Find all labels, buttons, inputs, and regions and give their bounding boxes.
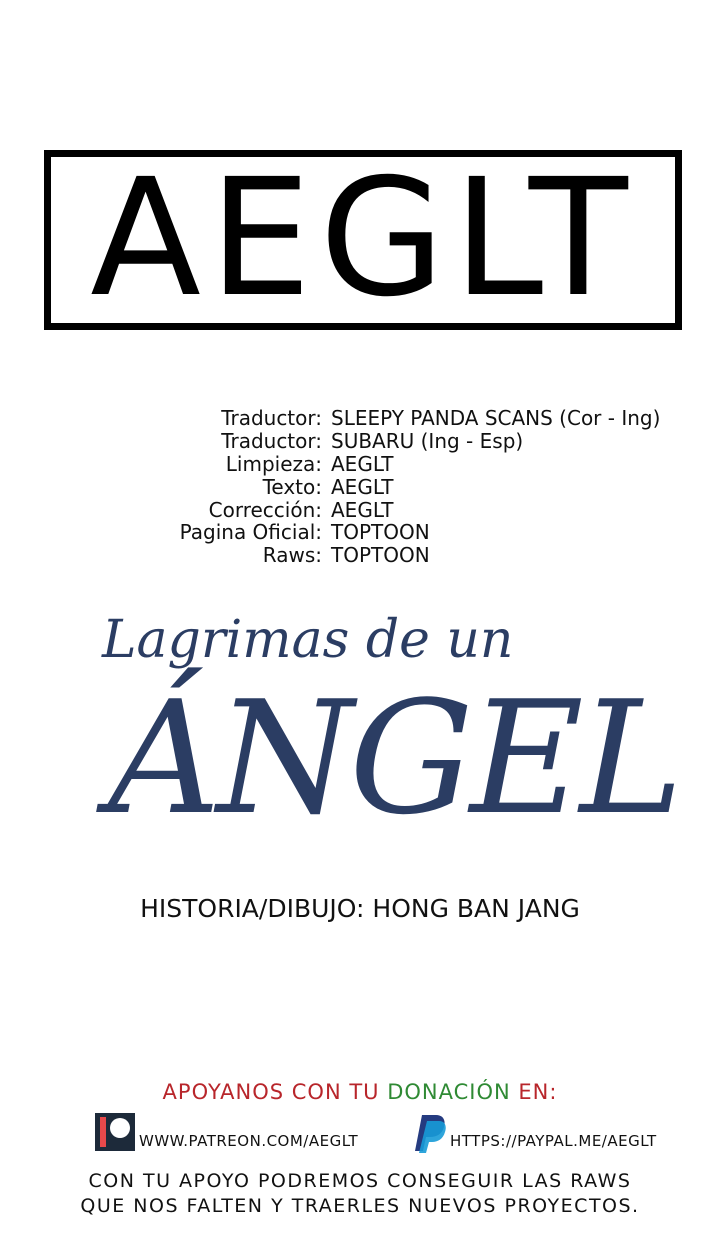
credit-row [0,452,720,476]
credit-label: Traductor: [221,429,322,453]
credit-row [0,498,720,522]
logo-text: AEGLT [90,145,636,333]
logo-box [44,145,682,333]
credit-value: AEGLT [331,498,394,522]
credit-value: AEGLT [331,452,394,476]
title-main: ÁNGEL [108,667,680,849]
credit-row [0,429,720,453]
credit-label: Texto: [262,475,322,499]
credit-label: Limpieza: [225,452,322,476]
paypal-link[interactable]: HTTPS://PAYPAL.ME/AEGLT [450,1132,657,1150]
title-subtitle: Lagrimas de un [102,610,514,670]
author-credit: HISTORIA/DIBUJO: HONG BAN JANG [140,894,580,923]
credit-row [0,475,720,499]
patreon-icon [95,1113,135,1151]
credit-label: Raws: [262,543,322,567]
paypal-icon [412,1113,448,1153]
footer-line-2: QUE NOS FALTEN Y TRAERLES NUEVOS PROYECTOS. [80,1195,640,1217]
footer-message [0,1169,720,1219]
credit-value: TOPTOON [331,520,430,544]
credit-value: AEGLT [331,475,394,499]
credit-row [0,406,720,430]
credit-label: Pagina Oficial: [179,520,322,544]
footer-line-1: CON TU APOYO PODREMOS CONSEGUIR LAS RAWS [88,1170,632,1192]
credit-value: SLEEPY PANDA SCANS (Cor - Ing) [331,406,661,430]
credit-value: TOPTOON [331,543,430,567]
donation-text-1: APOYANOS CON TU [162,1080,388,1104]
credit-row [0,543,720,567]
credit-label: Corrección: [208,498,322,522]
patreon-link[interactable]: WWW.PATREON.COM/AEGLT [139,1132,359,1150]
credit-label: Traductor: [221,406,322,430]
credit-row [0,520,720,544]
credit-value: SUBARU (Ing - Esp) [331,429,524,453]
donation-heading [0,1078,720,1106]
donation-text-3: EN: [510,1080,558,1104]
donation-text-2: DONACIÓN [387,1080,511,1104]
